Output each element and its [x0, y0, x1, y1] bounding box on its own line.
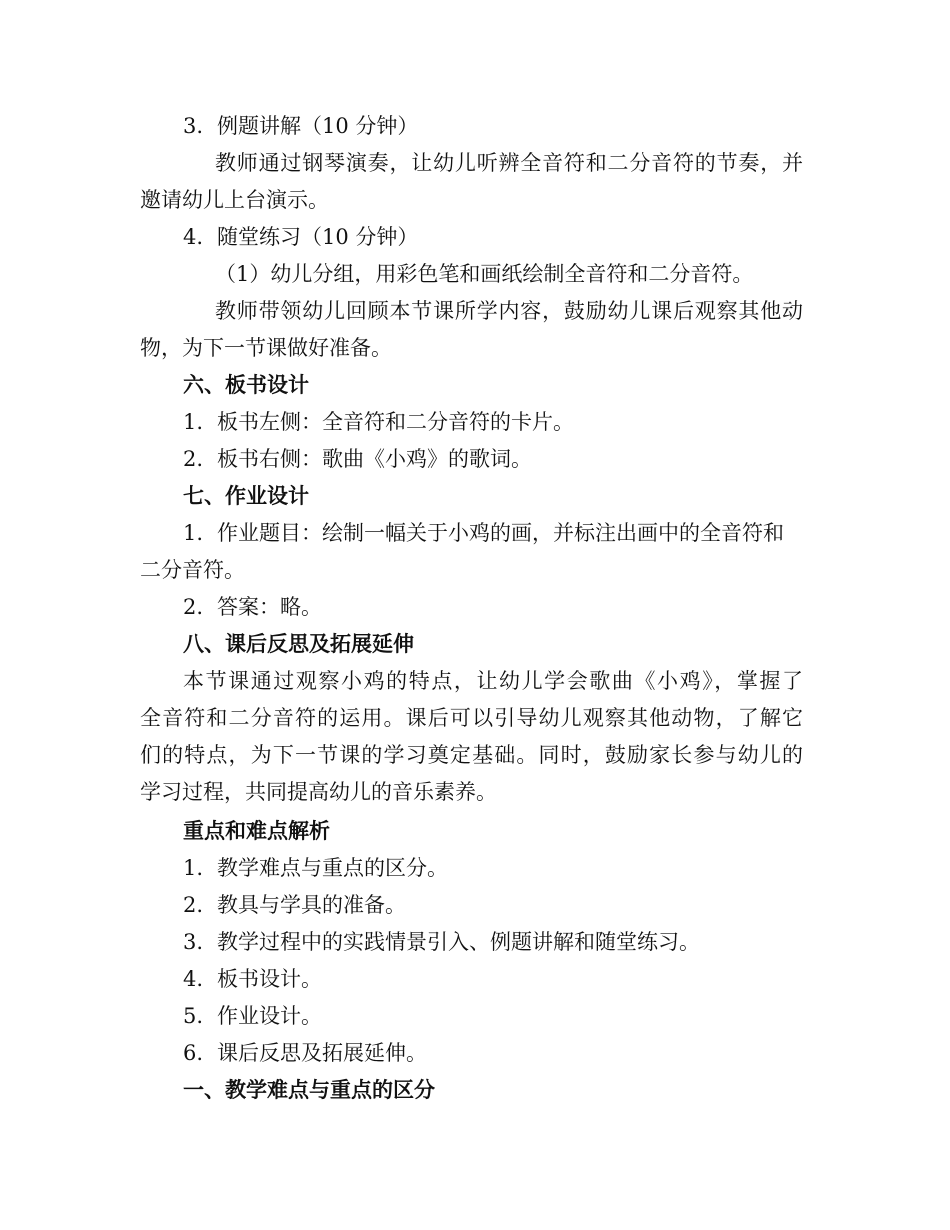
section-heading: 七、作业设计 — [183, 484, 309, 508]
list-number: 3. — [183, 930, 204, 954]
list-text: 作业设计。 — [217, 1004, 322, 1028]
list-number: 2. — [183, 595, 204, 619]
paragraph-line: 们的特点，为下一节课的学习奠定基础。同时，鼓励家长参与幼儿的 — [140, 743, 803, 767]
list-number: 1. — [183, 410, 204, 434]
paragraph-line: 学习过程，共同提高幼儿的音乐素养。 — [140, 780, 497, 804]
list-text: 教学难点与重点的区分。 — [217, 856, 448, 880]
list-item — [183, 998, 863, 1035]
list-item — [183, 961, 863, 998]
paragraph-line: 本节课通过观察小鸡的特点，让幼儿学会歌曲《小鸡》，掌握了 — [183, 669, 803, 693]
paragraph-line: 物，为下一节课做好准备。 — [140, 336, 392, 360]
list-item — [183, 441, 863, 478]
list-number: 6. — [183, 1041, 204, 1065]
section-heading: 六、板书设计 — [183, 373, 309, 397]
paragraph-line: 邀请幼儿上台演示。 — [140, 188, 329, 212]
list-text: 板书设计。 — [217, 967, 322, 991]
list-item — [183, 515, 820, 552]
section-heading: 八、课后反思及拓展延伸 — [183, 632, 414, 656]
list-item — [183, 1035, 863, 1072]
list-text: 教具与学具的准备。 — [217, 893, 406, 917]
list-number: 2. — [183, 893, 204, 917]
list-item — [183, 404, 863, 441]
list-number: 1. — [183, 856, 204, 880]
list-number: 3. — [183, 114, 204, 138]
list-text: 教学过程中的实践情景引入、例题讲解和随堂练习。 — [217, 930, 700, 954]
list-item — [183, 108, 863, 145]
list-item — [183, 589, 863, 626]
list-number: 2. — [183, 447, 204, 471]
list-text: 随堂练习（10 分钟） — [217, 225, 419, 249]
list-number: 5. — [183, 1004, 204, 1028]
list-text: 板书右侧：歌曲《小鸡》的歌词。 — [217, 447, 532, 471]
list-text: 答案：略。 — [217, 595, 322, 619]
list-item — [183, 219, 863, 256]
list-text: 作业题目：绘制一幅关于小鸡的画，并标注出画中的全音符和 — [217, 521, 784, 545]
list-item — [183, 924, 863, 961]
section-heading: 一、教学难点与重点的区分 — [183, 1078, 435, 1102]
section-heading: 重点和难点解析 — [183, 819, 330, 843]
paragraph-line: 教师带领幼儿回顾本节课所学内容，鼓励幼儿课后观察其他动 — [215, 299, 803, 323]
list-text: 例题讲解（10 分钟） — [217, 114, 419, 138]
list-text: 课后反思及拓展延伸。 — [217, 1041, 427, 1065]
paragraph-line: 教师通过钢琴演奏，让幼儿听辨全音符和二分音符的节奏，并 — [215, 151, 803, 175]
list-number: 4. — [183, 967, 204, 991]
list-number: 4. — [183, 225, 204, 249]
list-item — [183, 887, 863, 924]
list-number: 1. — [183, 521, 204, 545]
list-text: 板书左侧：全音符和二分音符的卡片。 — [217, 410, 574, 434]
paragraph-line: （1）幼儿分组，用彩色笔和画纸绘制全音符和二分音符。 — [215, 262, 754, 286]
paragraph-line: 全音符和二分音符的运用。课后可以引导幼儿观察其他动物，了解它 — [140, 706, 803, 730]
list-item — [183, 850, 863, 887]
paragraph-line: 二分音符。 — [140, 558, 245, 582]
